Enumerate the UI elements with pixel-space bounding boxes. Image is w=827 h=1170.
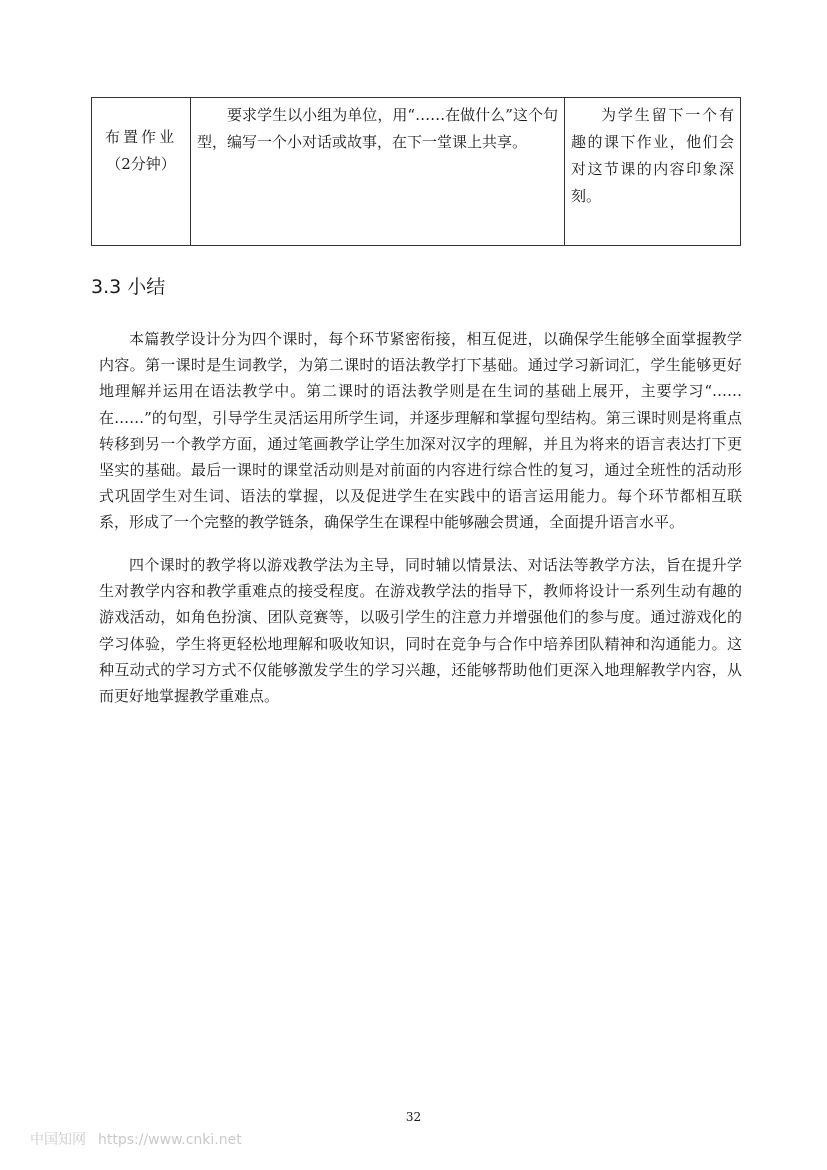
activity-duration: （2分钟） <box>106 155 176 173</box>
section-title: 3.3 小结 <box>91 276 166 298</box>
paragraph-2: 四个课时的教学将以游戏教学法为主导，同时辅以情景法、对话法等教学方法，旨在提升学生对教学内容和教学重难点的接受程度。在游戏教学法的指导下，教师将设计一系列生动有趣的游戏活动，如角色扮演、团队竞赛等，以吸引学生的注意力并增强他们的参与度。通过游戏化的学习体验，学生将更轻松地理解和吸收知识，同时在竞争与合作中培养团队精神和沟通能力。这种互动式的学习方式不仅能够激发学生的学习兴趣，还能够帮助他们更深入地理解教学内容，从而更好地掌握教学重难点。 <box>99 556 742 706</box>
paragraph-1: 本篇教学设计分为四个课时，每个环节紧密衔接，相互促进，以确保学生能够全面掌握教学内容。第一课时是生词教学，为第二课时的语法教学打下基础。通过学习新词汇，学生能够更好地理解并运用在语法教学中。第二课时的语法教学则是在生词的基础上展开，主要学习“……在……”的句型，引导学生灵活运用所学生词，并逐步理解和掌握句型结构。第三课时则是将重点转移到另一个教学方面，通过笔画教学让学生加深对汉字的理解，并且为将来的语言表达打下更坚实的基础。最后一课时的课堂活动则是对前面的内容进行综合性的复习，通过全班性的活动形式巩固学生对生词、语法的掌握，以及促进学生在实践中的语言运用能力。每个环节都相互联系，形成了一个完整的教学链条，确保学生在课程中能够融会贯通，全面提升语言水平。 <box>99 330 742 532</box>
activity-name: 布置作业 <box>104 128 177 146</box>
lesson-plan-table <box>91 97 741 246</box>
page-number: 32 <box>405 1110 422 1124</box>
content-cell <box>191 98 565 246</box>
table-row <box>92 98 741 246</box>
activity-content: 要求学生以小组为单位，用“……在做什么”这个句型，编写一个小对话或故事，在下一堂课上共享。 <box>197 106 558 151</box>
watermark-name: 中国知网 <box>30 1132 86 1148</box>
activity-purpose: 为学生留下一个有趣的课下作业，他们会对这节课的内容印象深刻。 <box>571 106 734 205</box>
activity-cell <box>92 98 191 246</box>
purpose-cell <box>565 98 741 246</box>
watermark-url: https://www.cnki.net <box>98 1132 242 1148</box>
watermark <box>30 1129 242 1149</box>
